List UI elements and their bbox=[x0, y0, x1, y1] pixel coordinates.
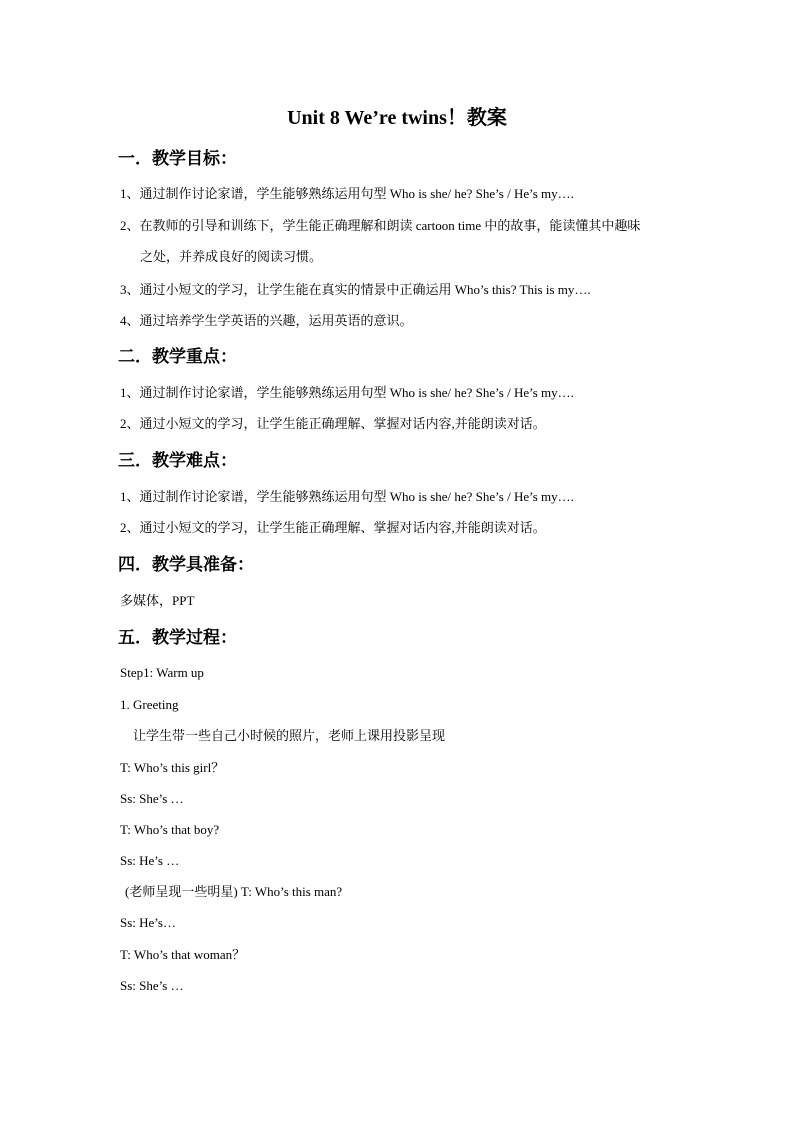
objective-item-3: 3、通过小短文的学习，让学生能在真实的情景中正确运用 Who’s this? This is my…. bbox=[120, 282, 591, 297]
dialogue-line: T: Who’s this girl？ bbox=[120, 760, 225, 775]
objective-item-1: 1、通过制作讨论家谱，学生能够熟练运用句型 Who is she/ he? She’s / He’s my…. bbox=[120, 186, 574, 201]
dialogue-line: Ss: He’s … bbox=[120, 853, 180, 868]
objective-item-2-continued: 之处，并养成良好的阅读习惯。 bbox=[140, 249, 323, 264]
preparation-item-1: 多媒体，PPT bbox=[120, 593, 195, 608]
objective-item-4: 4、通过培养学生学英语的兴趣，运用英语的意识。 bbox=[120, 313, 413, 328]
objective-item-2: 2、在教师的引导和训练下，学生能正确理解和朗读 cartoon time 中的故事，能读懂其中趣味 bbox=[120, 218, 641, 233]
section-heading-objectives: 一．教学目标： bbox=[118, 149, 237, 168]
dialogue-line: Ss: She’s … bbox=[120, 978, 184, 993]
difficulty-item-2: 2、通过小短文的学习，让学生能正确理解、掌握对话内容,并能朗读对话。 bbox=[120, 520, 546, 535]
section-heading-key-points: 二．教学重点： bbox=[118, 347, 237, 366]
section-heading-preparation: 四．教学具准备： bbox=[118, 555, 254, 574]
document-title: Unit 8 We’re twins！教案 bbox=[287, 107, 507, 129]
section-heading-difficulties: 三．教学难点： bbox=[118, 451, 237, 470]
process-instruction: 让学生带一些自己小时候的照片，老师上课用投影呈现 bbox=[133, 728, 446, 743]
dialogue-line: (老师呈现一些明星) T: Who’s this man? bbox=[125, 884, 343, 899]
dialogue-line: T: Who’s that boy? bbox=[120, 822, 220, 837]
difficulty-item-1: 1、通过制作讨论家谱，学生能够熟练运用句型 Who is she/ he? She’s / He’s my…. bbox=[120, 489, 574, 504]
dialogue-line: T: Who’s that woman？ bbox=[120, 947, 246, 962]
dialogue-line: Ss: She’s … bbox=[120, 791, 184, 806]
process-greeting: 1. Greeting bbox=[120, 697, 179, 712]
section-heading-process: 五．教学过程： bbox=[118, 628, 237, 647]
key-point-item-2: 2、通过小短文的学习，让学生能正确理解、掌握对话内容,并能朗读对话。 bbox=[120, 416, 546, 431]
key-point-item-1: 1、通过制作讨论家谱，学生能够熟练运用句型 Who is she/ he? She’s / He’s my…. bbox=[120, 385, 574, 400]
dialogue-line: Ss: He’s… bbox=[120, 915, 176, 930]
process-step-1: Step1: Warm up bbox=[120, 665, 204, 680]
